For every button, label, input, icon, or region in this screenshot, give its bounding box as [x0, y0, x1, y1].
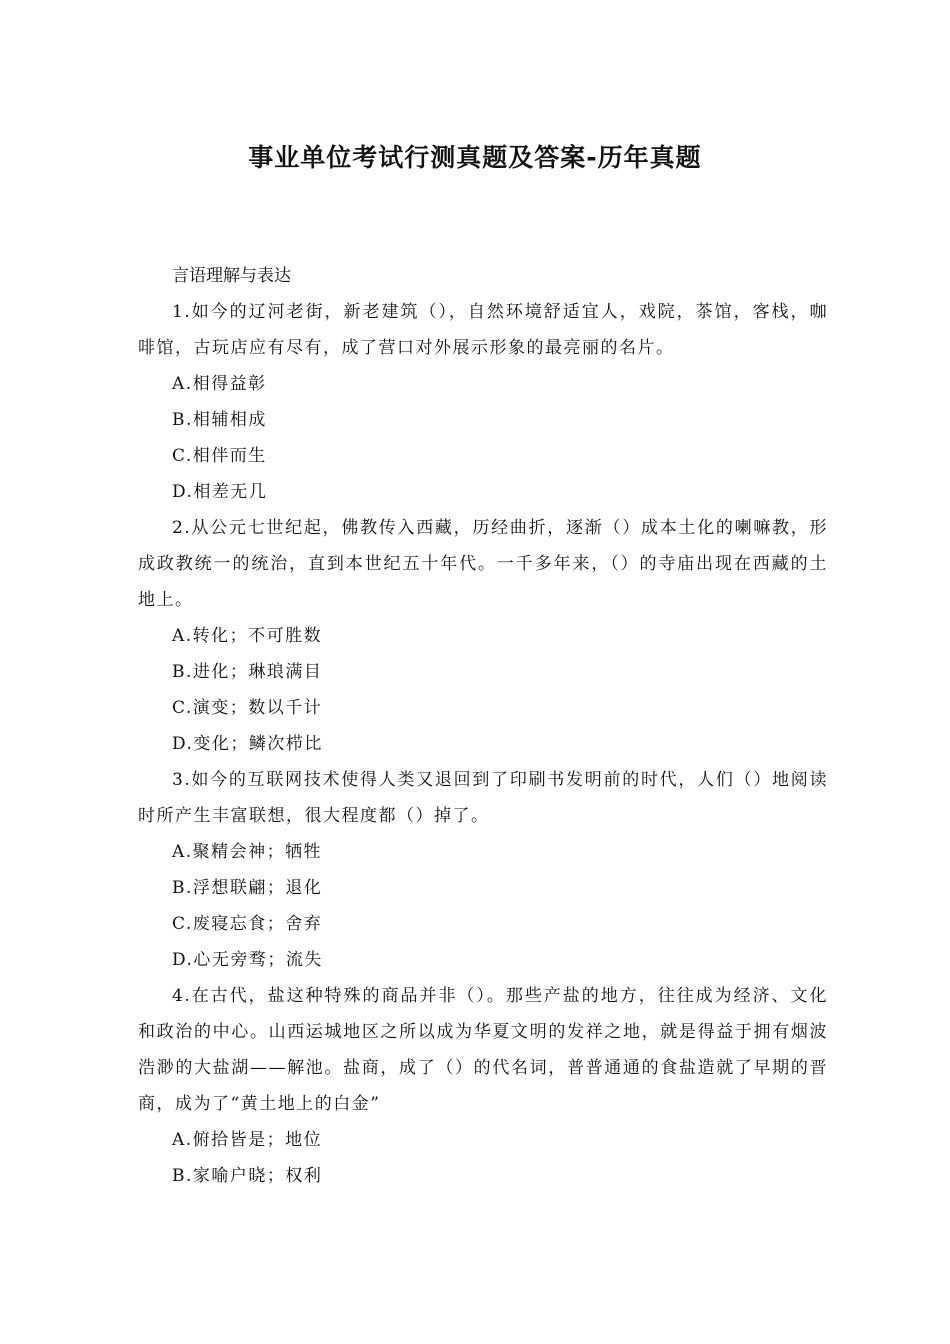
question-stem: 1.如今的辽河老街，新老建筑（），自然环境舒适宜人，戏院，茶馆，客栈，咖啡馆，古玩店应有尽有，成了营口对外展示形象的最亮丽的名片。 [138, 302, 828, 358]
option-a: A.相得益彰 [172, 374, 267, 394]
option-b: B.进化；琳琅满目 [172, 662, 323, 682]
question-stem: 4.在古代，盐这种特殊的商品并非（）。那些产盐的地方，往往成为经济、文化和政治的中心。山西运城地区之所以成为华夏文明的发祥之地，就是得益于拥有烟波浩渺的大盐湖——解池。盐商，成了（）的代名词，普普通通的食盐造就了早期的晋商，成为了“黄土地上的白金” [138, 986, 828, 1114]
option-d: D.心无旁骛；流失 [172, 950, 323, 970]
option-a: A.转化；不可胜数 [172, 626, 323, 646]
option-d: D.变化；鳞次栉比 [172, 734, 323, 754]
option-a: A.俯拾皆是；地位 [172, 1130, 323, 1150]
question-stem: 3.如今的互联网技术使得人类又退回到了印刷书发明前的时代，人们（）地阅读时所产生丰富联想，很大程度都（）掉了。 [138, 770, 828, 826]
option-c: C.演变；数以千计 [172, 698, 323, 718]
option-b: B.家喻户晓；权利 [172, 1166, 323, 1186]
option-b: B.浮想联翩；退化 [172, 878, 323, 898]
question-1 [138, 294, 828, 510]
option-d: D.相差无几 [172, 482, 268, 502]
option-b: B.相辅相成 [172, 410, 267, 430]
option-c: C.相伴而生 [172, 446, 267, 466]
question-3 [138, 762, 828, 978]
document-body [138, 258, 828, 1194]
question-2 [138, 510, 828, 762]
document-title: 事业单位考试行测真题及答案-历年真题 [248, 143, 702, 172]
option-c: C.废寝忘食；舍弃 [172, 914, 323, 934]
question-stem: 2.从公元七世纪起，佛教传入西藏，历经曲折，逐渐（）成本土化的喇嘛教，形成政教统一的统治，直到本世纪五十年代。一千多年来，（）的寺庙出现在西藏的土地上。 [138, 518, 828, 610]
question-4 [138, 978, 828, 1194]
section-heading: 言语理解与表达 [172, 266, 291, 286]
option-a: A.聚精会神；牺牲 [172, 842, 323, 862]
